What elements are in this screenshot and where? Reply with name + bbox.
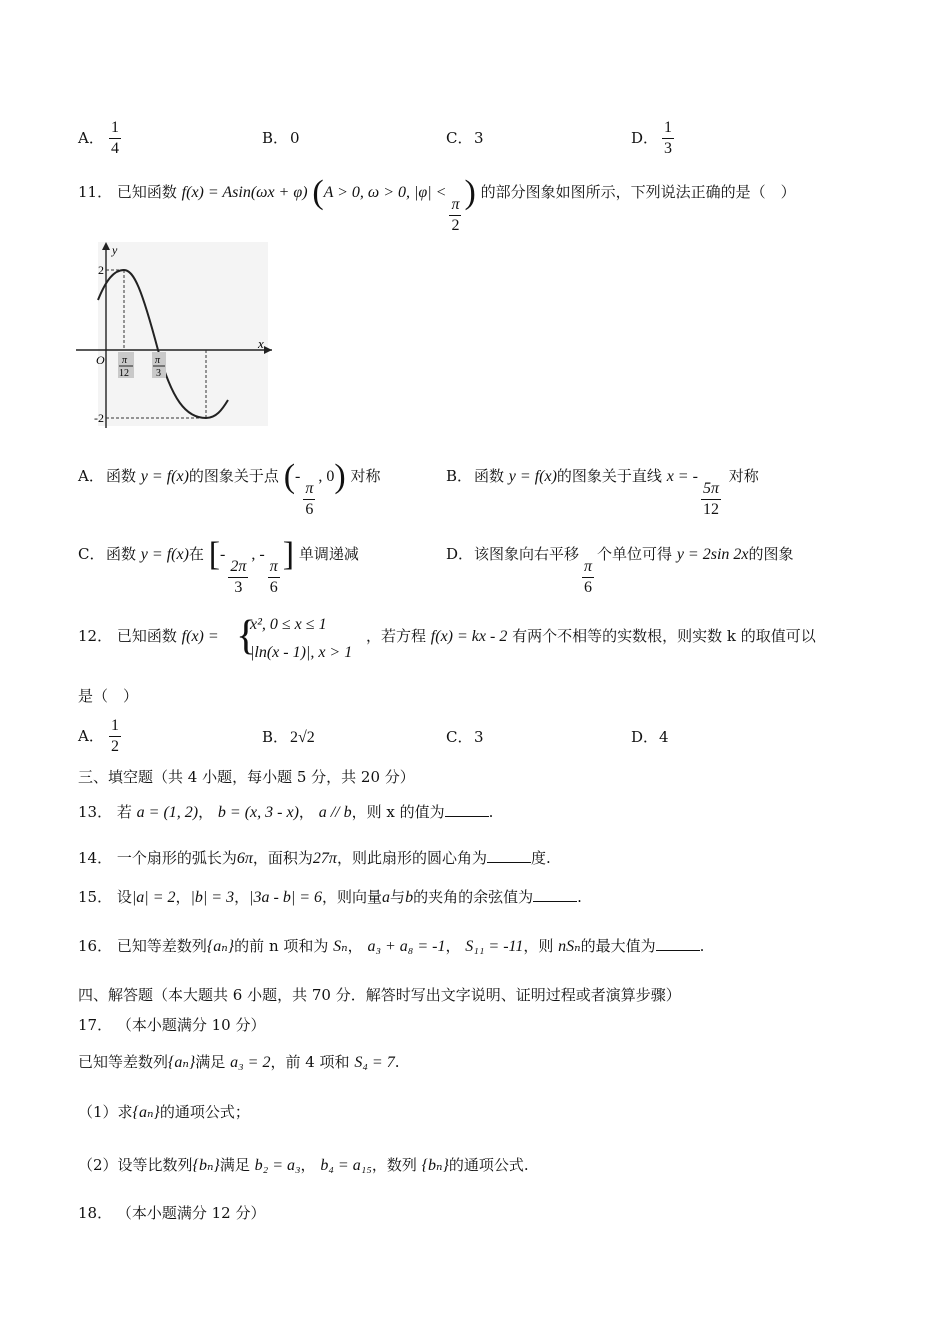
- q10-options-row: [78, 118, 124, 159]
- frac-den: 3: [664, 140, 672, 157]
- q13-text: ，: [298, 803, 314, 821]
- q17-part-2: [78, 1155, 529, 1176]
- q15-norm-a: |a| = 2: [131, 889, 176, 906]
- option-label: D．: [631, 728, 659, 746]
- q16-sequence: {aₙ}: [206, 938, 235, 955]
- part-text: 的通项公式.: [448, 1156, 529, 1174]
- option-text: 在: [188, 545, 204, 563]
- q14-text: 度.: [530, 849, 551, 867]
- q11-prefix: 已知函数: [116, 183, 177, 201]
- q14-text: ，则此扇形的圆心角为: [336, 849, 487, 867]
- q10-option-b: [262, 128, 300, 148]
- q11-option-a: [78, 458, 381, 520]
- q10-option-a-label: A．: [78, 128, 104, 147]
- q12-fx: f(x) =: [181, 628, 219, 645]
- q17-text: ，前 4 项和: [270, 1053, 350, 1071]
- q17-sequence: {aₙ}: [168, 1054, 196, 1071]
- q17-sequence: {aₙ}: [132, 1104, 160, 1121]
- q12-equation: f(x) = kx - 2: [430, 628, 508, 645]
- q15-text: ，则向量: [322, 888, 383, 906]
- q13-vector-b: b = (x, 3 - x): [217, 804, 299, 821]
- q12-suffix: 有两个不相等的实数根，则实数 k 的取值可以: [512, 627, 816, 645]
- option-text: 的图象关于点: [188, 467, 279, 485]
- question-number: 11．: [78, 183, 113, 201]
- frac-den: 6: [269, 579, 278, 596]
- option-d-fraction: [582, 557, 594, 598]
- option-text: 个单位可得: [597, 545, 673, 563]
- question-number: 18．: [78, 1204, 113, 1222]
- piecewise-case-1: x², 0 ≤ x ≤ 1: [250, 616, 327, 633]
- q17-part-1: [78, 1102, 250, 1123]
- q17-condition: a₃ = 2: [230, 1054, 271, 1071]
- frac-num: π: [303, 479, 315, 500]
- q11-suffix: 的部分图象如图所示，下列说法正确的是（ ）: [480, 183, 796, 201]
- option-label: B．: [446, 467, 473, 485]
- q15-text: 设: [116, 888, 132, 906]
- frac-num: 1: [109, 118, 121, 139]
- q17-geo-sequence: {bₙ}: [192, 1157, 220, 1174]
- option-b-fraction: [701, 479, 721, 520]
- q10-option-c: [446, 128, 484, 148]
- q14: [78, 848, 551, 869]
- frac-num: 1: [662, 118, 674, 139]
- q11-option-d: [446, 544, 794, 598]
- option-text: 对称: [728, 467, 759, 485]
- q17-b4: b₄ = a₁₅: [320, 1157, 372, 1174]
- tick2-den: 3: [156, 368, 161, 379]
- option-label: B．: [262, 728, 289, 746]
- q17-b2: b₂ = a₃: [254, 1157, 301, 1174]
- option-label: A．: [78, 726, 104, 745]
- interval-start-fraction: [228, 557, 248, 598]
- q13-text: ，则 x 的值为: [351, 803, 445, 821]
- option-text: 该图象向右平移: [474, 545, 580, 563]
- q12-option-b: [262, 727, 315, 748]
- graph-x-label: x: [258, 336, 264, 351]
- frac-den: 2: [111, 738, 119, 755]
- question-number: 17．: [78, 1016, 113, 1034]
- q14-text: 一个扇形的弧长为: [116, 849, 237, 867]
- q16: [78, 936, 704, 957]
- part-label: （1）求: [78, 1103, 133, 1121]
- q10-option-d: [631, 118, 677, 159]
- q12-stem: [78, 626, 219, 647]
- q12-prefix: 已知函数: [116, 627, 177, 645]
- point-tail: , 0: [318, 468, 335, 485]
- q16-text: 已知等差数列: [116, 937, 207, 955]
- frac-num: 2π: [228, 557, 248, 578]
- q11-option-b: [446, 466, 759, 520]
- option-value: 3: [474, 728, 484, 746]
- q16-text: 的最大值为: [580, 937, 656, 955]
- frac-num: 1: [109, 716, 121, 737]
- part-text: ，: [300, 1156, 316, 1174]
- option-text: 的图象关于直线: [556, 467, 662, 485]
- tick1-num: π: [122, 355, 128, 366]
- section-heading-fill-blank: 三、填空题（共 4 小题，每小题 5 分，共 20 分）: [78, 768, 415, 786]
- tick2-num: π: [155, 355, 161, 366]
- q17-text: 已知等差数列: [78, 1053, 169, 1071]
- option-a-fraction: [303, 479, 315, 520]
- question-number: 14．: [78, 849, 113, 867]
- answer-blank[interactable]: [656, 936, 700, 951]
- line-prefix: x = -: [666, 468, 698, 485]
- frac-den: 2: [451, 217, 460, 234]
- q17-stem: [78, 1052, 399, 1073]
- paren-left: (: [283, 458, 296, 495]
- q17-text: 满足: [195, 1053, 226, 1071]
- option-text: 函数: [106, 545, 137, 563]
- q16-condition-1: a₃ + a₈ = -1: [367, 938, 446, 955]
- q12-stem-tail: [366, 626, 816, 647]
- q17-text: .: [394, 1053, 400, 1071]
- part-text: 的通项公式；: [159, 1103, 250, 1121]
- frac-num: π: [449, 195, 461, 216]
- answer-blank[interactable]: [487, 848, 531, 863]
- q13: [78, 802, 493, 823]
- q15-norm-b: |b| = 3: [190, 889, 235, 906]
- option-text: 的图象: [748, 545, 794, 563]
- question-number: 13．: [78, 803, 113, 821]
- q16-target: nSₙ: [558, 938, 581, 955]
- frac-num: π: [582, 557, 594, 578]
- option-text: 函数: [474, 467, 505, 485]
- q10-option-d-fraction: [662, 118, 674, 159]
- q18-header: [78, 1203, 266, 1223]
- q17-sum: S₄ = 7: [354, 1054, 395, 1071]
- q13-parallel: a // b: [318, 804, 352, 821]
- minus-sign: -: [220, 546, 226, 563]
- q11-stem: [78, 174, 796, 236]
- q13-text: ，: [198, 803, 214, 821]
- graph-origin-label: O: [96, 353, 105, 367]
- question-number: 12．: [78, 627, 113, 645]
- question-number: 16．: [78, 937, 113, 955]
- interval-comma: , -: [251, 546, 265, 563]
- option-label: D．: [446, 545, 474, 563]
- q12-option-c: [446, 727, 484, 747]
- part-text: ，数列: [371, 1156, 417, 1174]
- q13-vector-a: a = (1, 2): [136, 804, 199, 821]
- option-text: 函数: [106, 467, 137, 485]
- q12-option-d: [631, 727, 669, 747]
- q16-condition-2: S₁₁ = -11: [465, 938, 524, 955]
- frac-den: 3: [234, 579, 243, 596]
- q17-header: [78, 1015, 266, 1035]
- q11-condition: A > 0, ω > 0, |φ| <: [323, 184, 447, 201]
- q15-text: ，: [175, 888, 191, 906]
- frac-num: 5π: [701, 479, 721, 500]
- q15-text: 与: [390, 888, 406, 906]
- minus-sign: -: [295, 468, 301, 485]
- frac-den: 4: [111, 140, 119, 157]
- paren-right: ): [464, 174, 476, 211]
- question-score: （本小题满分 12 分）: [116, 1204, 266, 1222]
- q12-mid: ，若方程: [366, 627, 427, 645]
- q15: [78, 887, 582, 908]
- bracket-right: ]: [282, 536, 295, 573]
- frac-num: π: [268, 557, 280, 578]
- q11-formula: f(x) = Asin(ωx + φ): [181, 184, 308, 201]
- paren-left: (: [312, 174, 324, 211]
- frac-den: 6: [584, 579, 593, 596]
- piecewise-case-2: |ln(x - 1)|, x > 1: [250, 644, 353, 661]
- q11-cond-fraction: [449, 195, 461, 236]
- section-heading-solve: 四、解答题（本大题共 6 小题，共 70 分．解答时写出文字说明、证明过程或者演算步骤）: [78, 986, 681, 1004]
- option-text: 单调递减: [298, 545, 359, 563]
- tick1-den: 12: [119, 368, 129, 379]
- option-math: y = f(x): [140, 468, 189, 485]
- option-value: 4: [659, 728, 669, 746]
- option-label: C．: [446, 728, 473, 746]
- q15-vector-b: b: [405, 889, 414, 906]
- answer-blank[interactable]: [445, 802, 489, 817]
- option-math: y = 2sin 2x: [676, 546, 749, 563]
- q13-text: 若: [116, 803, 132, 821]
- q16-text: ，则: [523, 937, 554, 955]
- frac-den: 6: [305, 501, 314, 518]
- graph-ymax-label: 2: [98, 263, 104, 277]
- interval-end-fraction: [268, 557, 280, 598]
- paren-right: ): [334, 458, 346, 495]
- q12-option-a-fraction: [109, 716, 121, 757]
- question-score: （本小题满分 10 分）: [116, 1016, 266, 1034]
- part-text: 满足: [219, 1156, 250, 1174]
- q15-text: 的夹角的余弦值为: [413, 888, 534, 906]
- q16-comma: ，: [347, 937, 363, 955]
- q15-vector-a: a: [382, 889, 391, 906]
- q14-area: 27π: [312, 850, 337, 867]
- q15-norm-combo: |3a - b| = 6: [249, 889, 323, 906]
- option-text: 对称: [350, 467, 381, 485]
- answer-blank[interactable]: [533, 887, 577, 902]
- q15-end: .: [577, 888, 582, 906]
- option-value: 0: [290, 129, 300, 147]
- option-label: A．: [78, 467, 104, 485]
- bracket-left: [: [208, 536, 221, 573]
- q16-comma: ，: [445, 937, 461, 955]
- graph-y-label: y: [112, 243, 118, 257]
- q13-end: .: [488, 803, 494, 821]
- q11-option-c: [78, 536, 359, 598]
- q10-option-a-fraction: [109, 118, 121, 159]
- q17-geo-sequence: {bₙ}: [421, 1157, 449, 1174]
- piecewise-brace: {: [236, 613, 257, 659]
- q11-graph: [76, 240, 276, 430]
- option-value: 3: [474, 129, 484, 147]
- q14-text: ，面积为: [252, 849, 313, 867]
- option-label: C．: [78, 545, 105, 563]
- option-label: D．: [631, 128, 659, 147]
- q14-arc-length: 6π: [236, 850, 253, 867]
- q16-sum: Sₙ: [333, 938, 348, 955]
- graph-ymin-label: -2: [94, 411, 104, 425]
- q16-end: .: [699, 937, 705, 955]
- option-math: y = f(x): [140, 546, 189, 563]
- part-label: （2）设等比数列: [78, 1156, 193, 1174]
- option-value: 2√2: [290, 729, 315, 746]
- frac-den: 12: [702, 501, 719, 518]
- q12-suffix-line2: 是（ ）: [78, 687, 139, 705]
- question-number: 15．: [78, 888, 113, 906]
- option-label: C．: [446, 129, 473, 147]
- option-label: B．: [262, 129, 289, 147]
- option-math: y = f(x): [508, 468, 557, 485]
- q15-text: ，: [234, 888, 250, 906]
- q16-text: 的前 n 项和为: [234, 937, 329, 955]
- q12-option-a: [78, 716, 124, 757]
